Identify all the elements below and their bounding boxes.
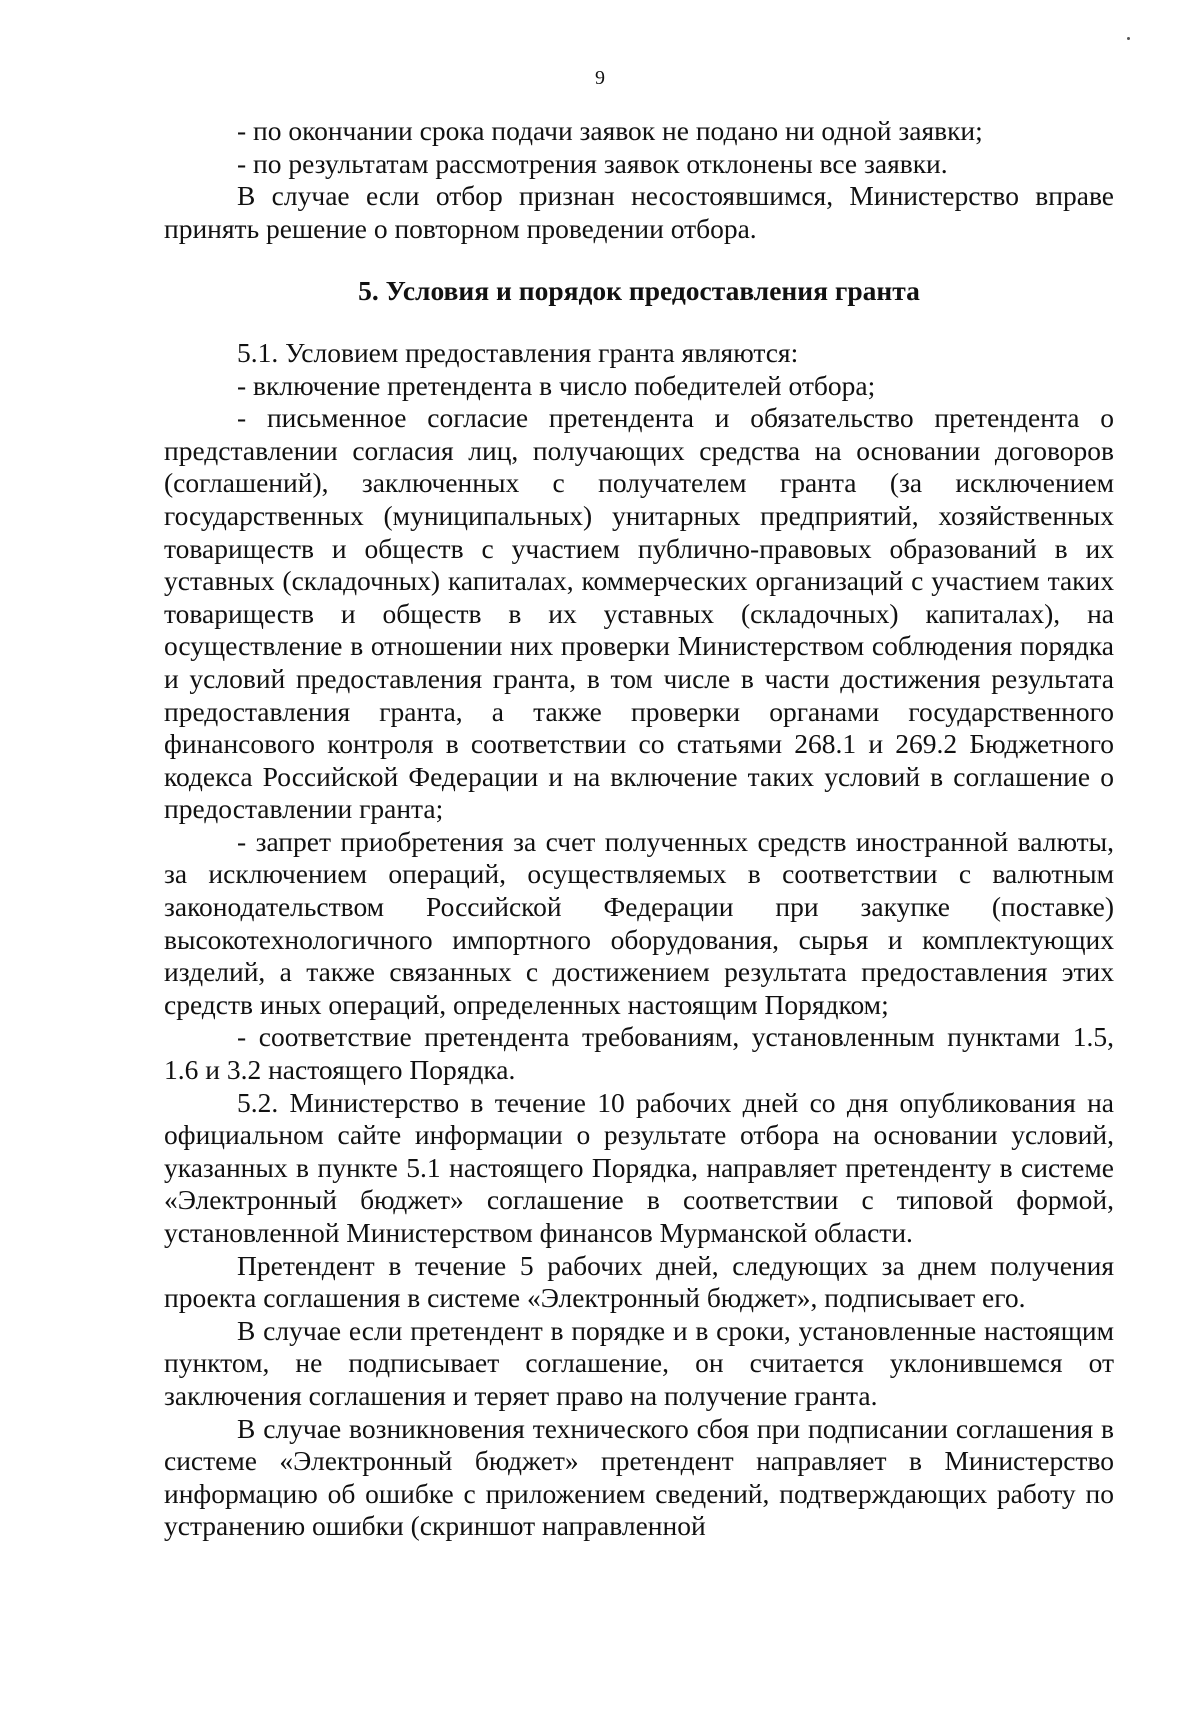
- paragraph: Претендент в течение 5 рабочих дней, следующих за днем получения проекта соглашения в системе «Электронный бюджет», подписывает его.: [164, 1249, 1114, 1314]
- paragraph: - письменное согласие претендента и обязательство претендента о представлении согласия лиц, получающих средства на основании договоров (соглашений), заключенных с получателем гранта (за исключением государственных (муниципальных) унитарных предприятий, хозяйственных товариществ и обществ с участием публично-правовых образований в их уставных (складочных) капиталах, коммерческих организаций с участием таких товариществ и обществ в их уставных (складочных) капиталах), на осуществление в отношении них проверки Министерством соблюдения порядка и условий предоставления гранта, в том числе в части достижения результата предоставления гранта, а также проверки органами государственного финансового контроля в соответствии со статьями 268.1 и 269.2 Бюджетного кодекса Российской Федерации и на включение таких условий в соглашение о предоставлении гранта;: [164, 402, 1114, 825]
- paragraph: - запрет приобретения за счет полученных средств иностранной валюты, за исключением операций, осуществляемых в соответствии с валютным законодательством Российской Федерации при закупке (поставке) высокотехнологичного импортного оборудования, сырья и комплектующих изделий, а также связанных с достижением результата предоставления этих средств иных операций, определенных настоящим Порядком;: [164, 825, 1114, 1020]
- paragraph: - соответствие претендента требованиям, установленным пунктами 1.5, 1.6 и 3.2 настоящего Порядка.: [164, 1021, 1114, 1086]
- section-heading: 5. Условия и порядок предоставления гранта: [358, 275, 920, 307]
- paragraph: - по результатам рассмотрения заявок отклонены все заявки.: [237, 147, 948, 179]
- page-number: 9: [595, 67, 605, 89]
- paragraph: - по окончании срока подачи заявок не подано ни одной заявки;: [237, 115, 983, 146]
- body-text: [164, 115, 1114, 1543]
- paragraph: В случае возникновения технического сбоя при подписании соглашения в системе «Электронный бюджет» претендент направляет в Министерство информацию об ошибке с приложением сведений, подтверждающих работу по устранению ошибки (скриншот направленной: [164, 1412, 1114, 1542]
- scan-speck: [1127, 37, 1130, 40]
- paragraph: В случае если претендент в порядке и в сроки, установленные настоящим пунктом, не подписывает соглашение, он считается уклонившемся от заключения соглашения и теряет право на получение гранта.: [164, 1314, 1114, 1411]
- paragraph: 5.2. Министерство в течение 10 рабочих дней со дня опубликования на официальном сайте информации о результате отбора на основании условий, указанных в пункте 5.1 настоящего Порядка, направляет претенденту в системе «Электронный бюджет» соглашение в соответствии с типовой формой, установленной Министерством финансов Мурманской области.: [164, 1086, 1114, 1248]
- paragraph: 5.1. Условием предоставления гранта являются:: [237, 336, 799, 368]
- paragraph: В случае если отбор признан несостоявшимся, Министерство вправе принять решение о повторном проведении отбора.: [164, 180, 1114, 244]
- paragraph: - включение претендента в число победителей отбора;: [237, 369, 876, 401]
